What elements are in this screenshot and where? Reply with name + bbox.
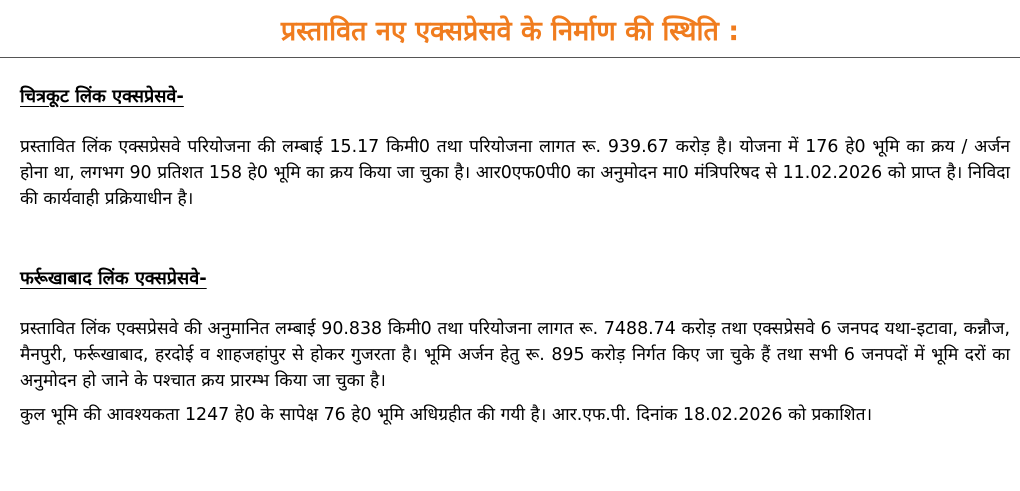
section-heading-chitrakoot: चित्रकूट लिंक एक्सप्रेसवे- (20, 86, 184, 107)
page-title: प्रस्तावित नए एक्सप्रेसवे के निर्माण की स्थिति : (280, 16, 740, 47)
section-paragraph-farrukhabad-2: कुल भूमि की आवश्यकता 1247 हे0 के सापेक्ष 76 हे0 भूमि अधिग्रहीत की गयी है। आर.एफ.पी. दिनांक 18.02.2026 को प्रकाशित। (20, 405, 873, 425)
section-paragraph-chitrakoot: प्रस्तावित लिंक एक्सप्रेसवे परियोजना की लम्बाई 15.17 किमी0 तथा परियोजना लागत रू. 939.67 करोड़ है। योजना में 176 हे0 भूमि का क्रय / अर्जन होना था, लगभग 90 प्रतिशत 158 हे0 भूमि का क्रय किया जा चुका है। आर0एफ0पी0 का अनुमोदन मा0 मंत्रिपरिषद से 11.02.2026 को प्राप्त है। निविदा की कार्यवाही प्रक्रियाधीन है। (20, 137, 1010, 209)
section-heading-farrukhabad: फर्रूखाबाद लिंक एक्सप्रेसवे- (20, 268, 207, 289)
section-paragraph-farrukhabad-1: प्रस्तावित लिंक एक्सप्रेसवे की अनुमानित लम्बाई 90.838 किमी0 तथा परियोजना लागत रू. 7488.74 करोड़ तथा एक्सप्रेसवे 6 जनपद यथा-इटावा, कन्नौज, मैनपुरी, फर्रूखाबाद, हरदोई व शाहजहांपुर से होकर गुजरता है। भूमि अर्जन हेतु रू. 895 करोड़ निर्गत किए जा चुके हैं तथा सभी 6 जनपदों में भूमि दरों का अनुमोदन हो जाने के पश्चात क्रय प्रारम्भ किया जा चुका है। (20, 319, 1010, 391)
section-farrukhabad (20, 266, 1010, 428)
title-divider (0, 57, 1020, 58)
section-chitrakoot (20, 84, 1010, 212)
